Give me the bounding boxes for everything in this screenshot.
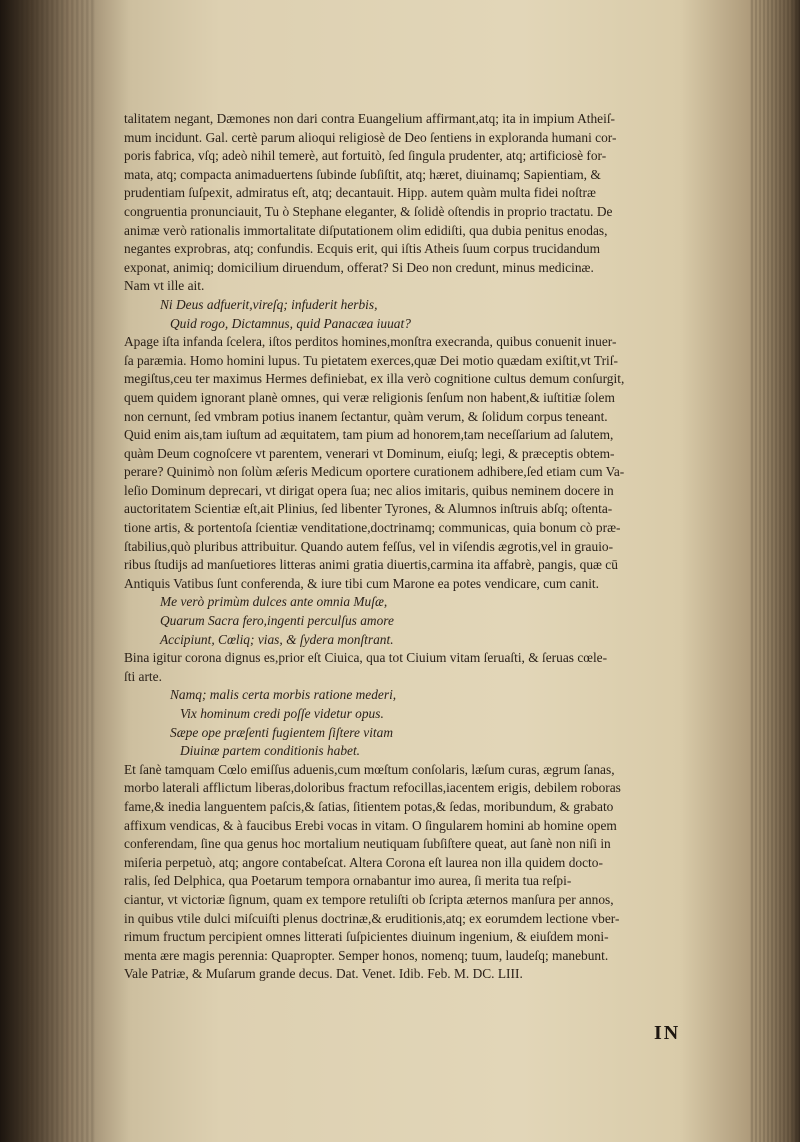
verse-line: Quid rogo, Dictamnus, quid Panacæa iuuat? [170, 315, 411, 331]
verse-line: Me verò primùm dulces ante omnia Muſæ, [160, 594, 388, 610]
text-line: fame,& inedia languentem paſcis,& ſatias, ſitientem potas,& ſedas, moribundum, & grabato [124, 798, 614, 814]
body-text [124, 110, 736, 984]
text-line: auctoritatem Scientiæ eſt,ait Plinius, ſed libenter Tyrones, & Alumnos inſtruis abſq; oſtenta- [124, 501, 613, 517]
text-line: poris fabrica, vſq; adeò nihil temerè, aut fortuitò, ſed ſingula prudenter, atq; artificiosè for- [124, 148, 607, 164]
text-line: ciantur, vt victoriæ ſignum, quam ex tempore retuliſti ob ſcripta æternos manſura per annos, [124, 891, 614, 907]
verse-line: Diuinæ partem conditionis habet. [180, 743, 361, 759]
text-line: exponat, animiq; domicilium diruendum, offerat? Si Deo non credunt, minus medicinæ. [124, 259, 594, 275]
text-line: ralis, ſed Delphica, qua Poetarum tempora ornabantur imo aurea, ſi merita tua reſpi- [124, 873, 572, 889]
text-line: conferendam, ſine qua genus hoc mortalium neutiquam ſubſiſtere queat, aut ſanè non niſi in [124, 836, 611, 852]
verse-line: Vix hominum credi poſſe videtur opus. [180, 706, 384, 721]
text-line: mata, atq; compacta animaduertens ſubinde ſubſiſtit, atq; hæret, diuinamq; Sapientiam, & [124, 166, 601, 182]
text-line: morbo laterali afflictum liberas,doloribus fractum refocillas,iacentem erigis, debilem roboras [124, 780, 621, 796]
verse-line: Accipiunt, Cœliq; vias, & ſydera monſtrant. [160, 631, 394, 647]
verse-line: Sæpe ope præſenti fugientem ſiſtere vitam [170, 724, 394, 740]
text-line: perare? Quinimò non ſolùm æſeris Medicum oportere curationem adhibere,ſed etiam cum Va- [124, 464, 625, 480]
text-line: Antiquis Vatibus ſunt conferenda, & iure tibi cum Marone ea potes vendicare, cum canit. [124, 575, 599, 591]
text-line: prudentiam ſuſpexit, admiratus eſt, atq; decantauit. Hipp. autem quàm multa fidei noſtræ [124, 185, 596, 201]
text-line: miſeria perpetuò, atq; angore contabeſcat. Altera Corona eſt laurea non illa quidem docto- [124, 854, 603, 870]
book-edge-left [0, 0, 95, 1142]
text-line: negantes exprobras, atq; confundis. Ecquis erit, qui iſtis Atheis ſuum corpus trucidandum [124, 241, 601, 257]
text-line: quem quidem ignorant planè omnes, qui veræ religionis ſenſum non habent,& iuſtitiæ ſolem [124, 389, 615, 405]
text-line: leſio Dominum deprecari, vt dirigat opera ſua; nec alios imitaris, quibus neminem docere in [124, 482, 614, 498]
text-line: tione artis, & portentoſa ſcientiæ venditatione,doctrinamq; communicas, quia bonum cò præ- [124, 520, 621, 536]
catchword: IN [654, 1022, 681, 1044]
text-line: Nam vt ille ait. [124, 278, 205, 294]
text-line: ſtabilius,quò pluribus attribuitur. Quando autem feſſus, vel in viſendis ægrotis,vel in grauio- [124, 538, 614, 554]
book-edge-right [750, 0, 800, 1142]
text-line: ſti arte. [124, 668, 162, 684]
text-line: Et ſanè tamquam Cœlo emiſſus aduenis,cum mœſtum conſolaris, læſum curas, ægrum ſanas, [124, 761, 615, 777]
text-line: menta ære magis perennia: Quapropter. Semper honos, nomenq; tuum, laudeſq; manebunt. [124, 947, 609, 963]
verse-line: Namq; malis certa morbis ratione mederi, [170, 687, 397, 703]
text-line: affixum vendicas, & à faucibus Erebi vocas in vitam. O ſingularem homini ab homine opem [124, 817, 617, 833]
text-line: quàm Deum cognoſcere vt parentem, venerari vt Dominum, eiuſq; legi, & præceptis obtem- [124, 445, 615, 461]
text-line: Apage iſta infanda ſcelera, iſtos perditos homines,monſtra execranda, quibus conuenit inuer- [124, 334, 617, 350]
text-line: animæ verò rationalis immortalitate diſputationem olim edidiſti, qua dubia penitus enodas, [124, 222, 608, 238]
text-line: ſa paræmia. Homo homini lupus. Tu pietatem exerces,quæ Dei motio quædam exiſtit,vt Triſ- [124, 352, 618, 368]
text-line: Quid enim ais,tam iuſtum ad æquitatem, tam pium ad honorem,tam neceſſarium ad ſalutem, [124, 427, 614, 443]
text-line: rimum fructum percipient omnes litterati ſuſpicientes diuinum ingenium, & eiuſdem moni- [124, 929, 609, 945]
verse-line: Ni Deus adfuerit,vireſq; infuderit herbis, [160, 296, 378, 312]
text-line: Vale Patriæ, & Muſarum grande decus. Dat. Venet. Idib. Feb. M. DC. LIII. [124, 966, 523, 982]
text-line: megiſtus,ceu ter maximus Hermes definiebat, ex illa verò cognitione cultus demum conſurgit, [124, 371, 625, 387]
text-line: Bina igitur corona dignus es,prior eſt Ciuica, qua tot Ciuium vitam ſeruaſti, & ſeruas cœle- [124, 650, 608, 666]
text-line: ribus ſtudijs ad manſuetiores litteras animi gratia diuertis,carmina ita affabrè, pangis, quæ cū [124, 557, 618, 573]
verse-line: Quarum Sacra fero,ingenti perculſus amore [160, 613, 394, 629]
text-line: mum incidunt. Gal. certè parum alioqui religiosè de Deo ſentiens in exploranda humani cor- [124, 129, 617, 145]
text-line: non cernunt, ſed vmbram potius inanem ſectantur, quàm verum, & ſolidum corpus teneant. [124, 408, 608, 424]
text-line: talitatem negant, Dæmones non dari contra Euangelium affirmant,atq; ita in impium Atheiſ- [124, 111, 615, 126]
text-line: in quibus vtile dulci miſcuiſti plenus doctrinæ,& eruditionis,atq; ex eorumdem lectione vber- [124, 910, 620, 926]
text-line: congruentia pronunciauit, Tu ò Stephane eleganter, & ſolidè oſtendis in proprio tractatu. De [124, 203, 613, 219]
